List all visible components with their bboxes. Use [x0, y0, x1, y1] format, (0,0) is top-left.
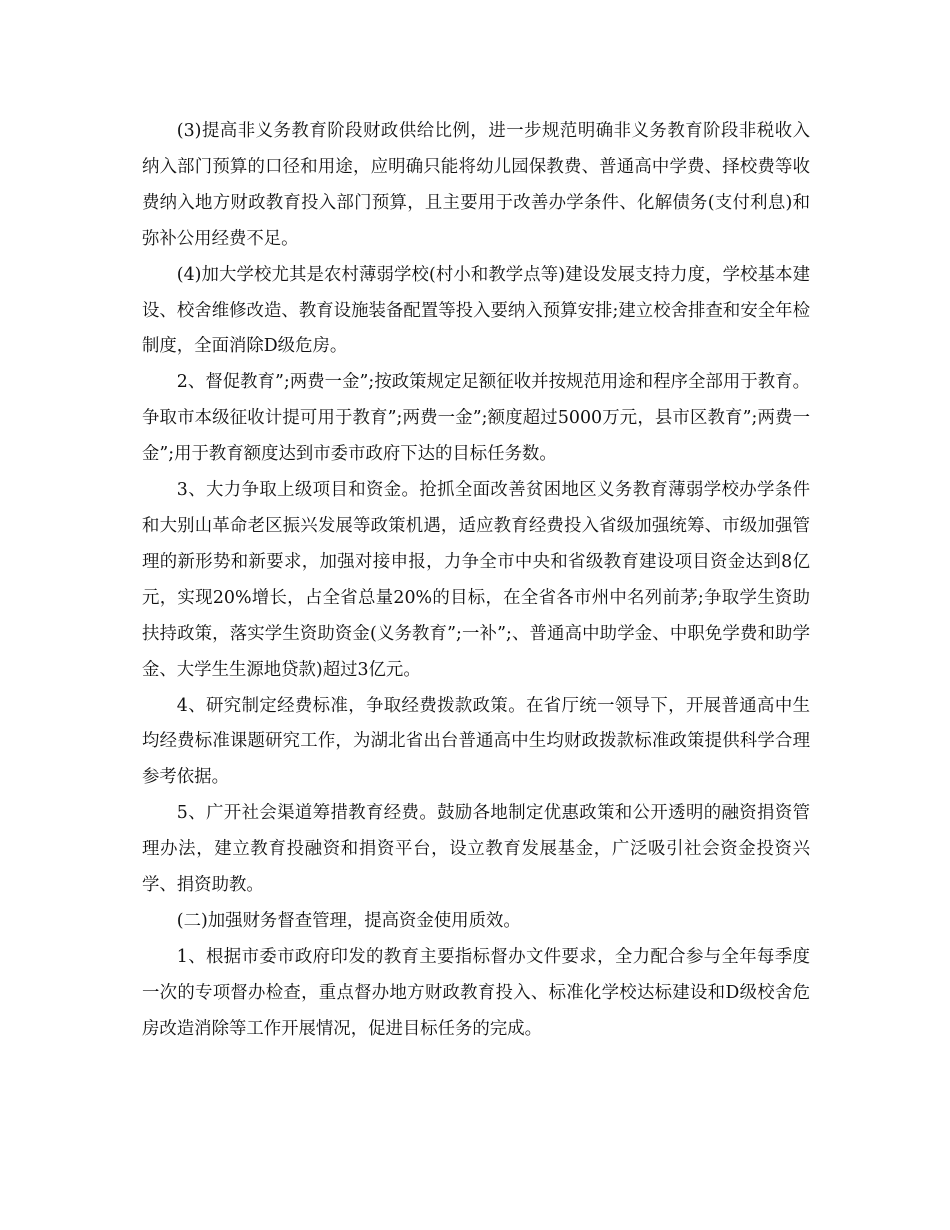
paragraph-social-channels: 5、广开社会渠道筹措教育经费。鼓励各地制定优惠政策和公开透明的融资捐资管理办法，建立教育投融资和捐资平台，设立教育发展基金，广泛吸引社会资金投资兴学、捐资助教。 — [142, 803, 810, 896]
paragraph-superior-projects-funds: 3、大力争取上级项目和资金。抢抓全面改善贫困地区义务教育薄弱学校办学条件和大别山革命老区振兴发展等政策机遇，适应教育经费投入省级加强统筹、市级加强管理的新形势和新要求，加强对接申报，力争全市中央和省级教育建设项目资金达到8亿元，实现20%增长，占全省总量20%的目标，在全省各市州中名列前茅;争取学生资助扶持政策，落实学生资助资金(义务教育”;一补”;、普通高中助学金、中职免学费和助学金、大学生生源地贷款)超过3亿元。 — [142, 480, 810, 680]
paragraph-rural-school-support: (4)加大学校尤其是农村薄弱学校(村小和教学点等)建设发展支持力度，学校基本建设、校舍维修改造、教育设施装备配置等投入要纳入预算安排;建立校舍排查和安全年检制度，全面消除D级危房。 — [142, 264, 810, 357]
paragraph-non-compulsory-funding: (3)提高非义务教育阶段财政供给比例，进一步规范明确非义务教育阶段非税收入纳入部门预算的口径和用途，应明确只能将幼儿园保教费、普通高中学费、择校费等收费纳入地方财政教育投入部门预算，且主要用于改善办学条件、化解债务(支付利息)和弥补公用经费不足。 — [142, 121, 810, 249]
document-body — [142, 114, 810, 1048]
paragraph-supervision-inspection: 1、根据市委市政府印发的教育主要指标督办文件要求，全力配合参与全年每季度一次的专项督办检查，重点督办地方财政教育投入、标准化学校达标建设和D级校舍危房改造消除等工作开展情况，促进目标任务的完成。 — [142, 946, 810, 1039]
section-heading-financial-supervision: (二)加强财务督查管理，提高资金使用质效。 — [176, 910, 521, 931]
paragraph-funding-standards: 4、研究制定经费标准，争取经费拨款政策。在省厅统一领导下，开展普通高中生均经费标准课题研究工作，为湖北省出台普通高中生均财政拨款标准政策提供科学合理参考依据。 — [142, 695, 810, 788]
paragraph-two-fees-one-fund: 2、督促教育”;两费一金”;按政策规定足额征收并按规范用途和程序全部用于教育。争取市本级征收计提可用于教育”;两费一金”;额度超过5000万元，县市区教育”;两费一金”;用于教育额度达到市委市政府下达的目标任务数。 — [142, 372, 810, 465]
